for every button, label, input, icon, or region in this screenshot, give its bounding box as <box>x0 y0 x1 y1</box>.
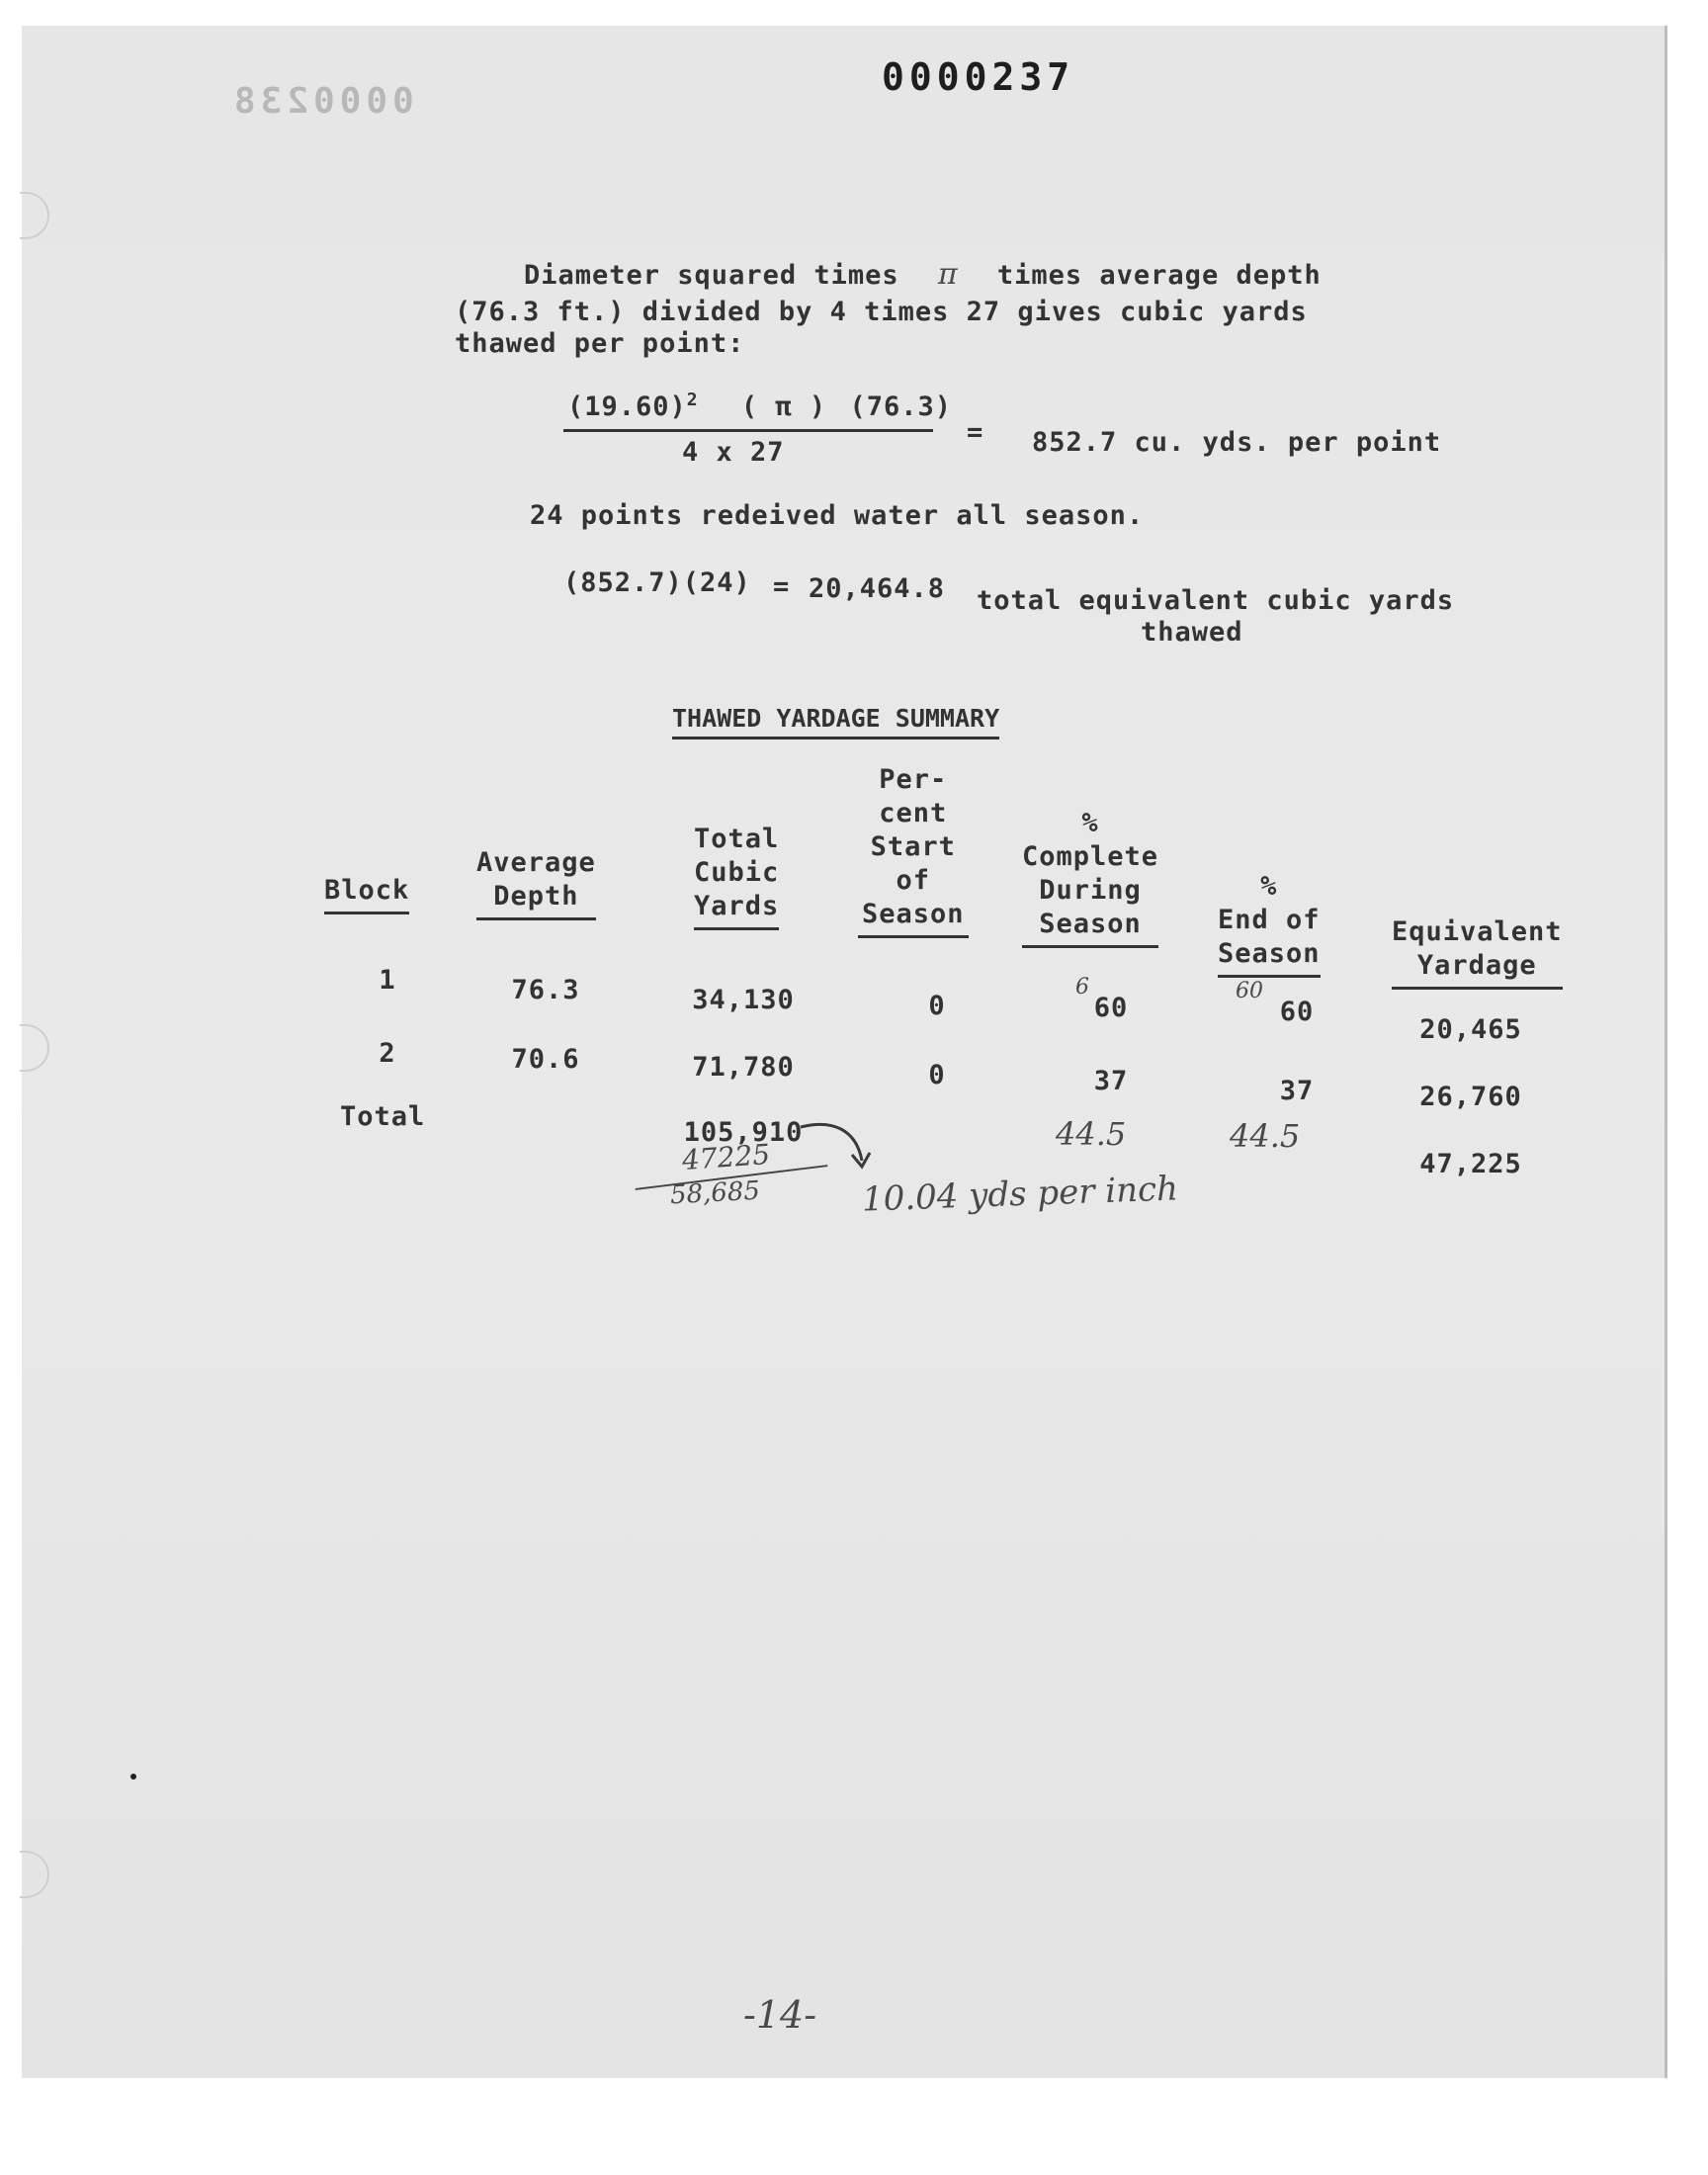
formula-equals: = <box>967 417 984 448</box>
points-note: 24 points redeived water all season. <box>530 500 1145 531</box>
handwritten-end-mark: 60 <box>1236 979 1263 1003</box>
row-2-block: 2 <box>379 1038 396 1069</box>
formula-denominator: 4 x 27 <box>682 437 785 468</box>
row-1-cubic-yards: 34,130 <box>692 985 795 1015</box>
intro-line-3: thawed per point: <box>455 328 745 359</box>
formula2-result: 20,464.8 <box>809 573 946 604</box>
row-2-depth: 70.6 <box>511 1044 580 1075</box>
pi-symbol: π <box>937 257 959 292</box>
intro-line-1: Diameter squared times π times average depth <box>524 257 1322 292</box>
document-id-ghost-stamp: 0000238 <box>229 81 414 122</box>
formula2-label-1: total equivalent cubic yards <box>977 585 1455 616</box>
total-equivalent: 47,225 <box>1419 1149 1522 1179</box>
total-cubic-yards: 105,910 <box>683 1117 804 1148</box>
row-2-during: 37 <box>1093 1066 1129 1096</box>
row-1-start: 0 <box>928 991 946 1021</box>
row-1-depth: 76.3 <box>511 975 580 1005</box>
punch-hole <box>20 192 49 239</box>
ink-speck <box>130 1774 136 1780</box>
row-2-equivalent: 26,760 <box>1419 1082 1522 1112</box>
punch-hole <box>20 1851 49 1898</box>
formula2-label-2: thawed <box>1141 617 1243 648</box>
document-page <box>22 26 1667 2078</box>
total-label: Total <box>340 1101 426 1132</box>
intro-line-2: (76.3 ft.) divided by 4 times 27 gives cubic yards <box>455 297 1308 327</box>
handwritten-during-total: 44.5 <box>1056 1115 1127 1153</box>
fraction-bar <box>563 429 933 432</box>
handwritten-subtract: 47225 <box>680 1137 772 1177</box>
handwritten-arrow-icon <box>793 1117 882 1182</box>
row-2-end: 37 <box>1279 1076 1315 1106</box>
row-1-block: 1 <box>379 965 396 996</box>
handwritten-difference: 58,685 <box>669 1175 761 1211</box>
row-1-end: 60 <box>1279 997 1315 1027</box>
handwritten-end-total: 44.5 <box>1230 1117 1301 1155</box>
row-2-start: 0 <box>928 1060 946 1090</box>
document-id-stamp: 0000237 <box>882 55 1075 99</box>
summary-title: THAWED YARDAGE SUMMARY <box>672 704 999 740</box>
handwritten-during-mark: 6 <box>1075 975 1089 1000</box>
header-equivalent-yardage: Equivalent Yardage <box>1392 915 1563 990</box>
header-total-cubic-yards: Total Cubic Yards <box>694 823 779 930</box>
punch-hole <box>20 1024 49 1072</box>
header-average-depth: Average Depth <box>476 846 596 920</box>
row-1-equivalent: 20,465 <box>1419 1014 1522 1045</box>
page-number: -14- <box>743 1993 817 2037</box>
formula-result: 852.7 cu. yds. per point <box>1032 427 1442 458</box>
handwritten-note: 10.04 yds per inch <box>861 1169 1179 1220</box>
formula-numerator: $(19.60)^2$ ( π ) (76.3) <box>567 390 952 422</box>
row-1-during: 60 <box>1093 993 1129 1023</box>
header-percent-complete-during-season: % Complete During Season <box>1022 807 1158 948</box>
formula2-expression: (852.7)(24) <box>563 567 751 598</box>
header-block: Block <box>324 874 409 914</box>
formula2-equals: = <box>773 571 791 602</box>
row-2-cubic-yards: 71,780 <box>692 1052 795 1083</box>
header-percent-end-of-season: % End of Season <box>1218 870 1321 978</box>
header-percent-start-of-season: Per- cent Start of Season <box>858 763 969 938</box>
